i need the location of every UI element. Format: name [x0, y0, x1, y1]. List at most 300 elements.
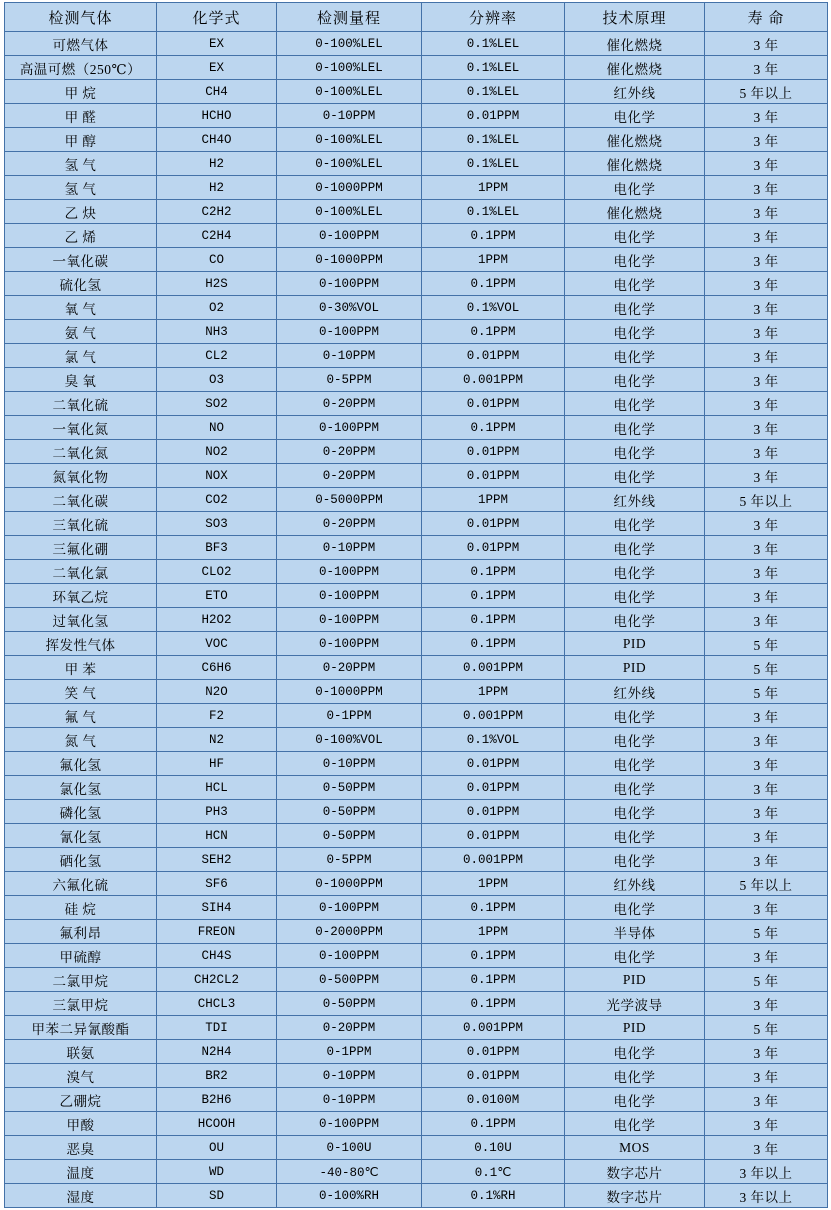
- cell-gas: 恶臭: [5, 1136, 157, 1160]
- cell-gas: 氢 气: [5, 152, 157, 176]
- cell-principle: 电化学: [565, 896, 705, 920]
- cell-range: 0-100%LEL: [277, 200, 422, 224]
- cell-formula: BF3: [157, 536, 277, 560]
- cell-range: 0-20PPM: [277, 440, 422, 464]
- cell-principle: 电化学: [565, 392, 705, 416]
- cell-range: 0-100PPM: [277, 632, 422, 656]
- table-row: [5, 992, 828, 1016]
- cell-formula: HCHO: [157, 104, 277, 128]
- cell-principle: 电化学: [565, 464, 705, 488]
- cell-gas: 二氧化硫: [5, 392, 157, 416]
- cell-gas: 二氯甲烷: [5, 968, 157, 992]
- cell-range: 0-100%LEL: [277, 152, 422, 176]
- cell-formula: CH4O: [157, 128, 277, 152]
- table-row: [5, 1088, 828, 1112]
- cell-lifetime: 3 年以上: [705, 1184, 828, 1208]
- cell-resolution: 0.1%LEL: [422, 80, 565, 104]
- cell-formula: C2H2: [157, 200, 277, 224]
- cell-principle: 电化学: [565, 1088, 705, 1112]
- cell-formula: HCOOH: [157, 1112, 277, 1136]
- cell-lifetime: 3 年: [705, 392, 828, 416]
- cell-formula: C2H4: [157, 224, 277, 248]
- cell-formula: SF6: [157, 872, 277, 896]
- cell-formula: NO2: [157, 440, 277, 464]
- cell-resolution: 0.1%LEL: [422, 56, 565, 80]
- cell-range: 0-20PPM: [277, 392, 422, 416]
- cell-principle: 光学波导: [565, 992, 705, 1016]
- cell-resolution: 0.01PPM: [422, 776, 565, 800]
- cell-lifetime: 3 年: [705, 320, 828, 344]
- table-row: [5, 560, 828, 584]
- cell-principle: 电化学: [565, 1040, 705, 1064]
- cell-formula: OU: [157, 1136, 277, 1160]
- cell-resolution: 0.001PPM: [422, 656, 565, 680]
- cell-gas: 二氧化氯: [5, 560, 157, 584]
- cell-range: 0-1PPM: [277, 1040, 422, 1064]
- cell-gas: 三氟化硼: [5, 536, 157, 560]
- cell-formula: NOX: [157, 464, 277, 488]
- cell-principle: 电化学: [565, 608, 705, 632]
- cell-range: -40-80℃: [277, 1160, 422, 1184]
- cell-lifetime: 3 年: [705, 176, 828, 200]
- cell-lifetime: 5 年: [705, 632, 828, 656]
- cell-formula: N2O: [157, 680, 277, 704]
- cell-gas: 甲 醛: [5, 104, 157, 128]
- cell-range: 0-100U: [277, 1136, 422, 1160]
- cell-formula: PH3: [157, 800, 277, 824]
- cell-resolution: 0.1%VOL: [422, 728, 565, 752]
- cell-gas: 氧 气: [5, 296, 157, 320]
- cell-lifetime: 3 年: [705, 368, 828, 392]
- cell-gas: 甲苯二异氰酸酯: [5, 1016, 157, 1040]
- cell-resolution: 0.01PPM: [422, 752, 565, 776]
- cell-principle: 电化学: [565, 848, 705, 872]
- cell-range: 0-10PPM: [277, 1088, 422, 1112]
- cell-gas: 一氧化碳: [5, 248, 157, 272]
- cell-range: 0-100%LEL: [277, 32, 422, 56]
- table-row: [5, 296, 828, 320]
- cell-principle: MOS: [565, 1136, 705, 1160]
- cell-principle: 电化学: [565, 776, 705, 800]
- cell-gas: 甲硫醇: [5, 944, 157, 968]
- column-header-lifetime: 寿 命: [705, 3, 828, 32]
- cell-resolution: 0.01PPM: [422, 464, 565, 488]
- cell-range: 0-20PPM: [277, 512, 422, 536]
- cell-resolution: 0.1PPM: [422, 968, 565, 992]
- cell-gas: 氢 气: [5, 176, 157, 200]
- column-header-resolution: 分辨率: [422, 3, 565, 32]
- table-row: [5, 80, 828, 104]
- cell-formula: BR2: [157, 1064, 277, 1088]
- cell-gas: 可燃气体: [5, 32, 157, 56]
- table-row: [5, 920, 828, 944]
- cell-resolution: 0.0100M: [422, 1088, 565, 1112]
- cell-gas: 联氨: [5, 1040, 157, 1064]
- cell-lifetime: 3 年: [705, 248, 828, 272]
- cell-resolution: 0.01PPM: [422, 1064, 565, 1088]
- table-row: [5, 632, 828, 656]
- cell-gas: 氯化氢: [5, 776, 157, 800]
- cell-resolution: 0.1PPM: [422, 992, 565, 1016]
- table-row: [5, 584, 828, 608]
- cell-lifetime: 3 年: [705, 704, 828, 728]
- cell-formula: SO3: [157, 512, 277, 536]
- cell-resolution: 1PPM: [422, 488, 565, 512]
- cell-principle: 红外线: [565, 80, 705, 104]
- cell-range: 0-100PPM: [277, 224, 422, 248]
- table-row: [5, 464, 828, 488]
- cell-gas: 六氟化硫: [5, 872, 157, 896]
- table-row: [5, 248, 828, 272]
- cell-principle: 电化学: [565, 1112, 705, 1136]
- cell-gas: 氟利昂: [5, 920, 157, 944]
- cell-formula: F2: [157, 704, 277, 728]
- cell-lifetime: 3 年: [705, 128, 828, 152]
- cell-lifetime: 3 年: [705, 992, 828, 1016]
- table-row: [5, 200, 828, 224]
- cell-formula: ETO: [157, 584, 277, 608]
- cell-resolution: 0.1PPM: [422, 320, 565, 344]
- cell-formula: EX: [157, 56, 277, 80]
- cell-principle: 电化学: [565, 296, 705, 320]
- cell-lifetime: 3 年: [705, 344, 828, 368]
- cell-resolution: 0.01PPM: [422, 440, 565, 464]
- cell-principle: 电化学: [565, 1064, 705, 1088]
- cell-resolution: 0.1PPM: [422, 584, 565, 608]
- cell-principle: 电化学: [565, 560, 705, 584]
- cell-principle: 数字芯片: [565, 1184, 705, 1208]
- column-header-gas: 检测气体: [5, 3, 157, 32]
- table-row: [5, 152, 828, 176]
- cell-resolution: 0.1PPM: [422, 1112, 565, 1136]
- cell-resolution: 0.1PPM: [422, 224, 565, 248]
- cell-resolution: 0.1%LEL: [422, 200, 565, 224]
- cell-principle: 电化学: [565, 512, 705, 536]
- cell-resolution: 0.001PPM: [422, 1016, 565, 1040]
- table-row: [5, 104, 828, 128]
- cell-gas: 磷化氢: [5, 800, 157, 824]
- table-row: [5, 1136, 828, 1160]
- cell-range: 0-1000PPM: [277, 248, 422, 272]
- table-row: [5, 1112, 828, 1136]
- cell-resolution: 1PPM: [422, 872, 565, 896]
- cell-principle: 半导体: [565, 920, 705, 944]
- table-row: [5, 656, 828, 680]
- cell-principle: 电化学: [565, 320, 705, 344]
- cell-gas: 硒化氢: [5, 848, 157, 872]
- cell-principle: 电化学: [565, 536, 705, 560]
- cell-range: 0-20PPM: [277, 1016, 422, 1040]
- cell-lifetime: 3 年: [705, 416, 828, 440]
- cell-lifetime: 3 年: [705, 440, 828, 464]
- cell-lifetime: 3 年: [705, 512, 828, 536]
- table-row: [5, 776, 828, 800]
- table-row: [5, 824, 828, 848]
- cell-formula: N2: [157, 728, 277, 752]
- cell-formula: CL2: [157, 344, 277, 368]
- cell-formula: HCN: [157, 824, 277, 848]
- cell-resolution: 0.01PPM: [422, 392, 565, 416]
- cell-range: 0-20PPM: [277, 464, 422, 488]
- cell-range: 0-10PPM: [277, 1064, 422, 1088]
- cell-lifetime: 3 年: [705, 1112, 828, 1136]
- cell-principle: 催化燃烧: [565, 56, 705, 80]
- table-row: [5, 896, 828, 920]
- cell-range: 0-100%RH: [277, 1184, 422, 1208]
- cell-formula: CH4: [157, 80, 277, 104]
- cell-range: 0-500PPM: [277, 968, 422, 992]
- cell-range: 0-10PPM: [277, 104, 422, 128]
- table-header: [5, 3, 828, 32]
- cell-resolution: 0.1PPM: [422, 896, 565, 920]
- cell-principle: 催化燃烧: [565, 128, 705, 152]
- cell-resolution: 0.01PPM: [422, 800, 565, 824]
- cell-resolution: 0.1PPM: [422, 608, 565, 632]
- cell-gas: 过氧化氢: [5, 608, 157, 632]
- table-row: [5, 752, 828, 776]
- table-row: [5, 1184, 828, 1208]
- cell-principle: 电化学: [565, 272, 705, 296]
- cell-formula: VOC: [157, 632, 277, 656]
- cell-formula: SO2: [157, 392, 277, 416]
- table-row: [5, 392, 828, 416]
- cell-formula: CH2CL2: [157, 968, 277, 992]
- cell-principle: 电化学: [565, 944, 705, 968]
- cell-gas: 三氧化硫: [5, 512, 157, 536]
- table-row: [5, 944, 828, 968]
- cell-resolution: 0.1PPM: [422, 560, 565, 584]
- cell-gas: 高温可燃（250℃）: [5, 56, 157, 80]
- column-header-formula: 化学式: [157, 3, 277, 32]
- cell-range: 0-10PPM: [277, 344, 422, 368]
- cell-formula: H2O2: [157, 608, 277, 632]
- cell-principle: 电化学: [565, 440, 705, 464]
- cell-range: 0-10PPM: [277, 536, 422, 560]
- cell-range: 0-50PPM: [277, 824, 422, 848]
- cell-formula: O2: [157, 296, 277, 320]
- cell-principle: 电化学: [565, 248, 705, 272]
- cell-formula: CO: [157, 248, 277, 272]
- cell-lifetime: 3 年: [705, 824, 828, 848]
- cell-formula: CLO2: [157, 560, 277, 584]
- cell-resolution: 0.1PPM: [422, 272, 565, 296]
- cell-range: 0-100%LEL: [277, 56, 422, 80]
- cell-resolution: 1PPM: [422, 248, 565, 272]
- cell-principle: 电化学: [565, 224, 705, 248]
- cell-gas: 臭 氧: [5, 368, 157, 392]
- cell-formula: HF: [157, 752, 277, 776]
- cell-resolution: 0.01PPM: [422, 512, 565, 536]
- cell-lifetime: 3 年: [705, 776, 828, 800]
- cell-range: 0-5000PPM: [277, 488, 422, 512]
- table-header-row: [5, 3, 828, 32]
- cell-principle: 催化燃烧: [565, 32, 705, 56]
- cell-principle: 电化学: [565, 176, 705, 200]
- table-row: [5, 32, 828, 56]
- cell-range: 0-30%VOL: [277, 296, 422, 320]
- cell-gas: 氟化氢: [5, 752, 157, 776]
- column-header-range: 检测量程: [277, 3, 422, 32]
- cell-gas: 一氧化氮: [5, 416, 157, 440]
- table-row: [5, 224, 828, 248]
- table-row: [5, 1064, 828, 1088]
- cell-resolution: 0.1PPM: [422, 416, 565, 440]
- cell-lifetime: 3 年: [705, 464, 828, 488]
- cell-gas: 乙 烯: [5, 224, 157, 248]
- cell-range: 0-100PPM: [277, 272, 422, 296]
- cell-resolution: 1PPM: [422, 680, 565, 704]
- cell-lifetime: 3 年: [705, 1136, 828, 1160]
- cell-formula: H2: [157, 176, 277, 200]
- table-row: [5, 368, 828, 392]
- cell-gas: 氯 气: [5, 344, 157, 368]
- cell-lifetime: 3 年: [705, 584, 828, 608]
- cell-range: 0-100%LEL: [277, 80, 422, 104]
- cell-range: 0-5PPM: [277, 848, 422, 872]
- cell-lifetime: 3 年: [705, 152, 828, 176]
- cell-formula: TDI: [157, 1016, 277, 1040]
- cell-principle: 催化燃烧: [565, 152, 705, 176]
- cell-lifetime: 5 年: [705, 656, 828, 680]
- cell-gas: 挥发性气体: [5, 632, 157, 656]
- cell-formula: HCL: [157, 776, 277, 800]
- cell-range: 0-20PPM: [277, 656, 422, 680]
- cell-lifetime: 3 年: [705, 1088, 828, 1112]
- cell-formula: CHCL3: [157, 992, 277, 1016]
- cell-resolution: 0.1%LEL: [422, 152, 565, 176]
- cell-principle: 电化学: [565, 104, 705, 128]
- cell-principle: 电化学: [565, 800, 705, 824]
- cell-range: 0-100PPM: [277, 584, 422, 608]
- cell-lifetime: 3 年: [705, 944, 828, 968]
- cell-gas: 甲 苯: [5, 656, 157, 680]
- cell-principle: 电化学: [565, 416, 705, 440]
- cell-lifetime: 5 年以上: [705, 872, 828, 896]
- cell-principle: 数字芯片: [565, 1160, 705, 1184]
- cell-resolution: 0.01PPM: [422, 104, 565, 128]
- cell-formula: EX: [157, 32, 277, 56]
- cell-principle: 电化学: [565, 704, 705, 728]
- cell-lifetime: 5 年以上: [705, 488, 828, 512]
- cell-resolution: 0.001PPM: [422, 848, 565, 872]
- cell-range: 0-100PPM: [277, 320, 422, 344]
- cell-range: 0-100PPM: [277, 1112, 422, 1136]
- cell-lifetime: 3 年: [705, 1064, 828, 1088]
- cell-resolution: 0.1℃: [422, 1160, 565, 1184]
- cell-gas: 溴气: [5, 1064, 157, 1088]
- cell-lifetime: 3 年: [705, 104, 828, 128]
- cell-resolution: 0.1%VOL: [422, 296, 565, 320]
- table-row: [5, 704, 828, 728]
- table-row: [5, 728, 828, 752]
- table-row: [5, 320, 828, 344]
- cell-lifetime: 3 年: [705, 560, 828, 584]
- cell-lifetime: 3 年: [705, 728, 828, 752]
- cell-resolution: 0.1PPM: [422, 632, 565, 656]
- cell-resolution: 0.1%LEL: [422, 32, 565, 56]
- cell-range: 0-50PPM: [277, 776, 422, 800]
- cell-gas: 硫化氢: [5, 272, 157, 296]
- cell-lifetime: 3 年: [705, 200, 828, 224]
- cell-gas: 甲 醇: [5, 128, 157, 152]
- cell-lifetime: 5 年以上: [705, 80, 828, 104]
- cell-principle: 红外线: [565, 872, 705, 896]
- cell-formula: SIH4: [157, 896, 277, 920]
- table-row: [5, 440, 828, 464]
- table-row: [5, 128, 828, 152]
- cell-range: 0-1000PPM: [277, 176, 422, 200]
- cell-range: 0-1000PPM: [277, 680, 422, 704]
- table-row: [5, 272, 828, 296]
- cell-principle: PID: [565, 968, 705, 992]
- cell-principle: 红外线: [565, 488, 705, 512]
- cell-gas: 二氧化氮: [5, 440, 157, 464]
- cell-gas: 氟 气: [5, 704, 157, 728]
- table-row: [5, 344, 828, 368]
- cell-lifetime: 3 年: [705, 752, 828, 776]
- cell-formula: H2S: [157, 272, 277, 296]
- cell-resolution: 0.01PPM: [422, 536, 565, 560]
- table-row: [5, 848, 828, 872]
- cell-lifetime: 3 年: [705, 224, 828, 248]
- cell-range: 0-100%VOL: [277, 728, 422, 752]
- cell-range: 0-100PPM: [277, 944, 422, 968]
- cell-resolution: 0.01PPM: [422, 824, 565, 848]
- cell-formula: FREON: [157, 920, 277, 944]
- table-row: [5, 176, 828, 200]
- cell-range: 0-100PPM: [277, 416, 422, 440]
- cell-range: 0-100PPM: [277, 608, 422, 632]
- cell-range: 0-1PPM: [277, 704, 422, 728]
- table-row: [5, 56, 828, 80]
- cell-range: 0-2000PPM: [277, 920, 422, 944]
- table-row: [5, 536, 828, 560]
- cell-gas: 氮氧化物: [5, 464, 157, 488]
- table-row: [5, 488, 828, 512]
- cell-resolution: 0.01PPM: [422, 344, 565, 368]
- cell-gas: 乙 炔: [5, 200, 157, 224]
- cell-formula: NO: [157, 416, 277, 440]
- cell-principle: PID: [565, 656, 705, 680]
- cell-formula: SEH2: [157, 848, 277, 872]
- cell-gas: 笑 气: [5, 680, 157, 704]
- table-row: [5, 968, 828, 992]
- cell-formula: CH4S: [157, 944, 277, 968]
- cell-principle: 催化燃烧: [565, 200, 705, 224]
- table-row: [5, 1016, 828, 1040]
- cell-formula: B2H6: [157, 1088, 277, 1112]
- table-row: [5, 416, 828, 440]
- cell-gas: 氨 气: [5, 320, 157, 344]
- cell-resolution: 0.10U: [422, 1136, 565, 1160]
- table-row: [5, 800, 828, 824]
- cell-formula: N2H4: [157, 1040, 277, 1064]
- cell-lifetime: 5 年: [705, 920, 828, 944]
- cell-resolution: 0.01PPM: [422, 1040, 565, 1064]
- cell-range: 0-5PPM: [277, 368, 422, 392]
- cell-lifetime: 3 年: [705, 296, 828, 320]
- cell-gas: 硅 烷: [5, 896, 157, 920]
- cell-principle: 电化学: [565, 368, 705, 392]
- cell-lifetime: 5 年: [705, 1016, 828, 1040]
- cell-lifetime: 3 年: [705, 896, 828, 920]
- cell-gas: 湿度: [5, 1184, 157, 1208]
- cell-formula: CO2: [157, 488, 277, 512]
- cell-range: 0-1000PPM: [277, 872, 422, 896]
- cell-gas: 温度: [5, 1160, 157, 1184]
- cell-lifetime: 3 年: [705, 32, 828, 56]
- cell-lifetime: 3 年: [705, 848, 828, 872]
